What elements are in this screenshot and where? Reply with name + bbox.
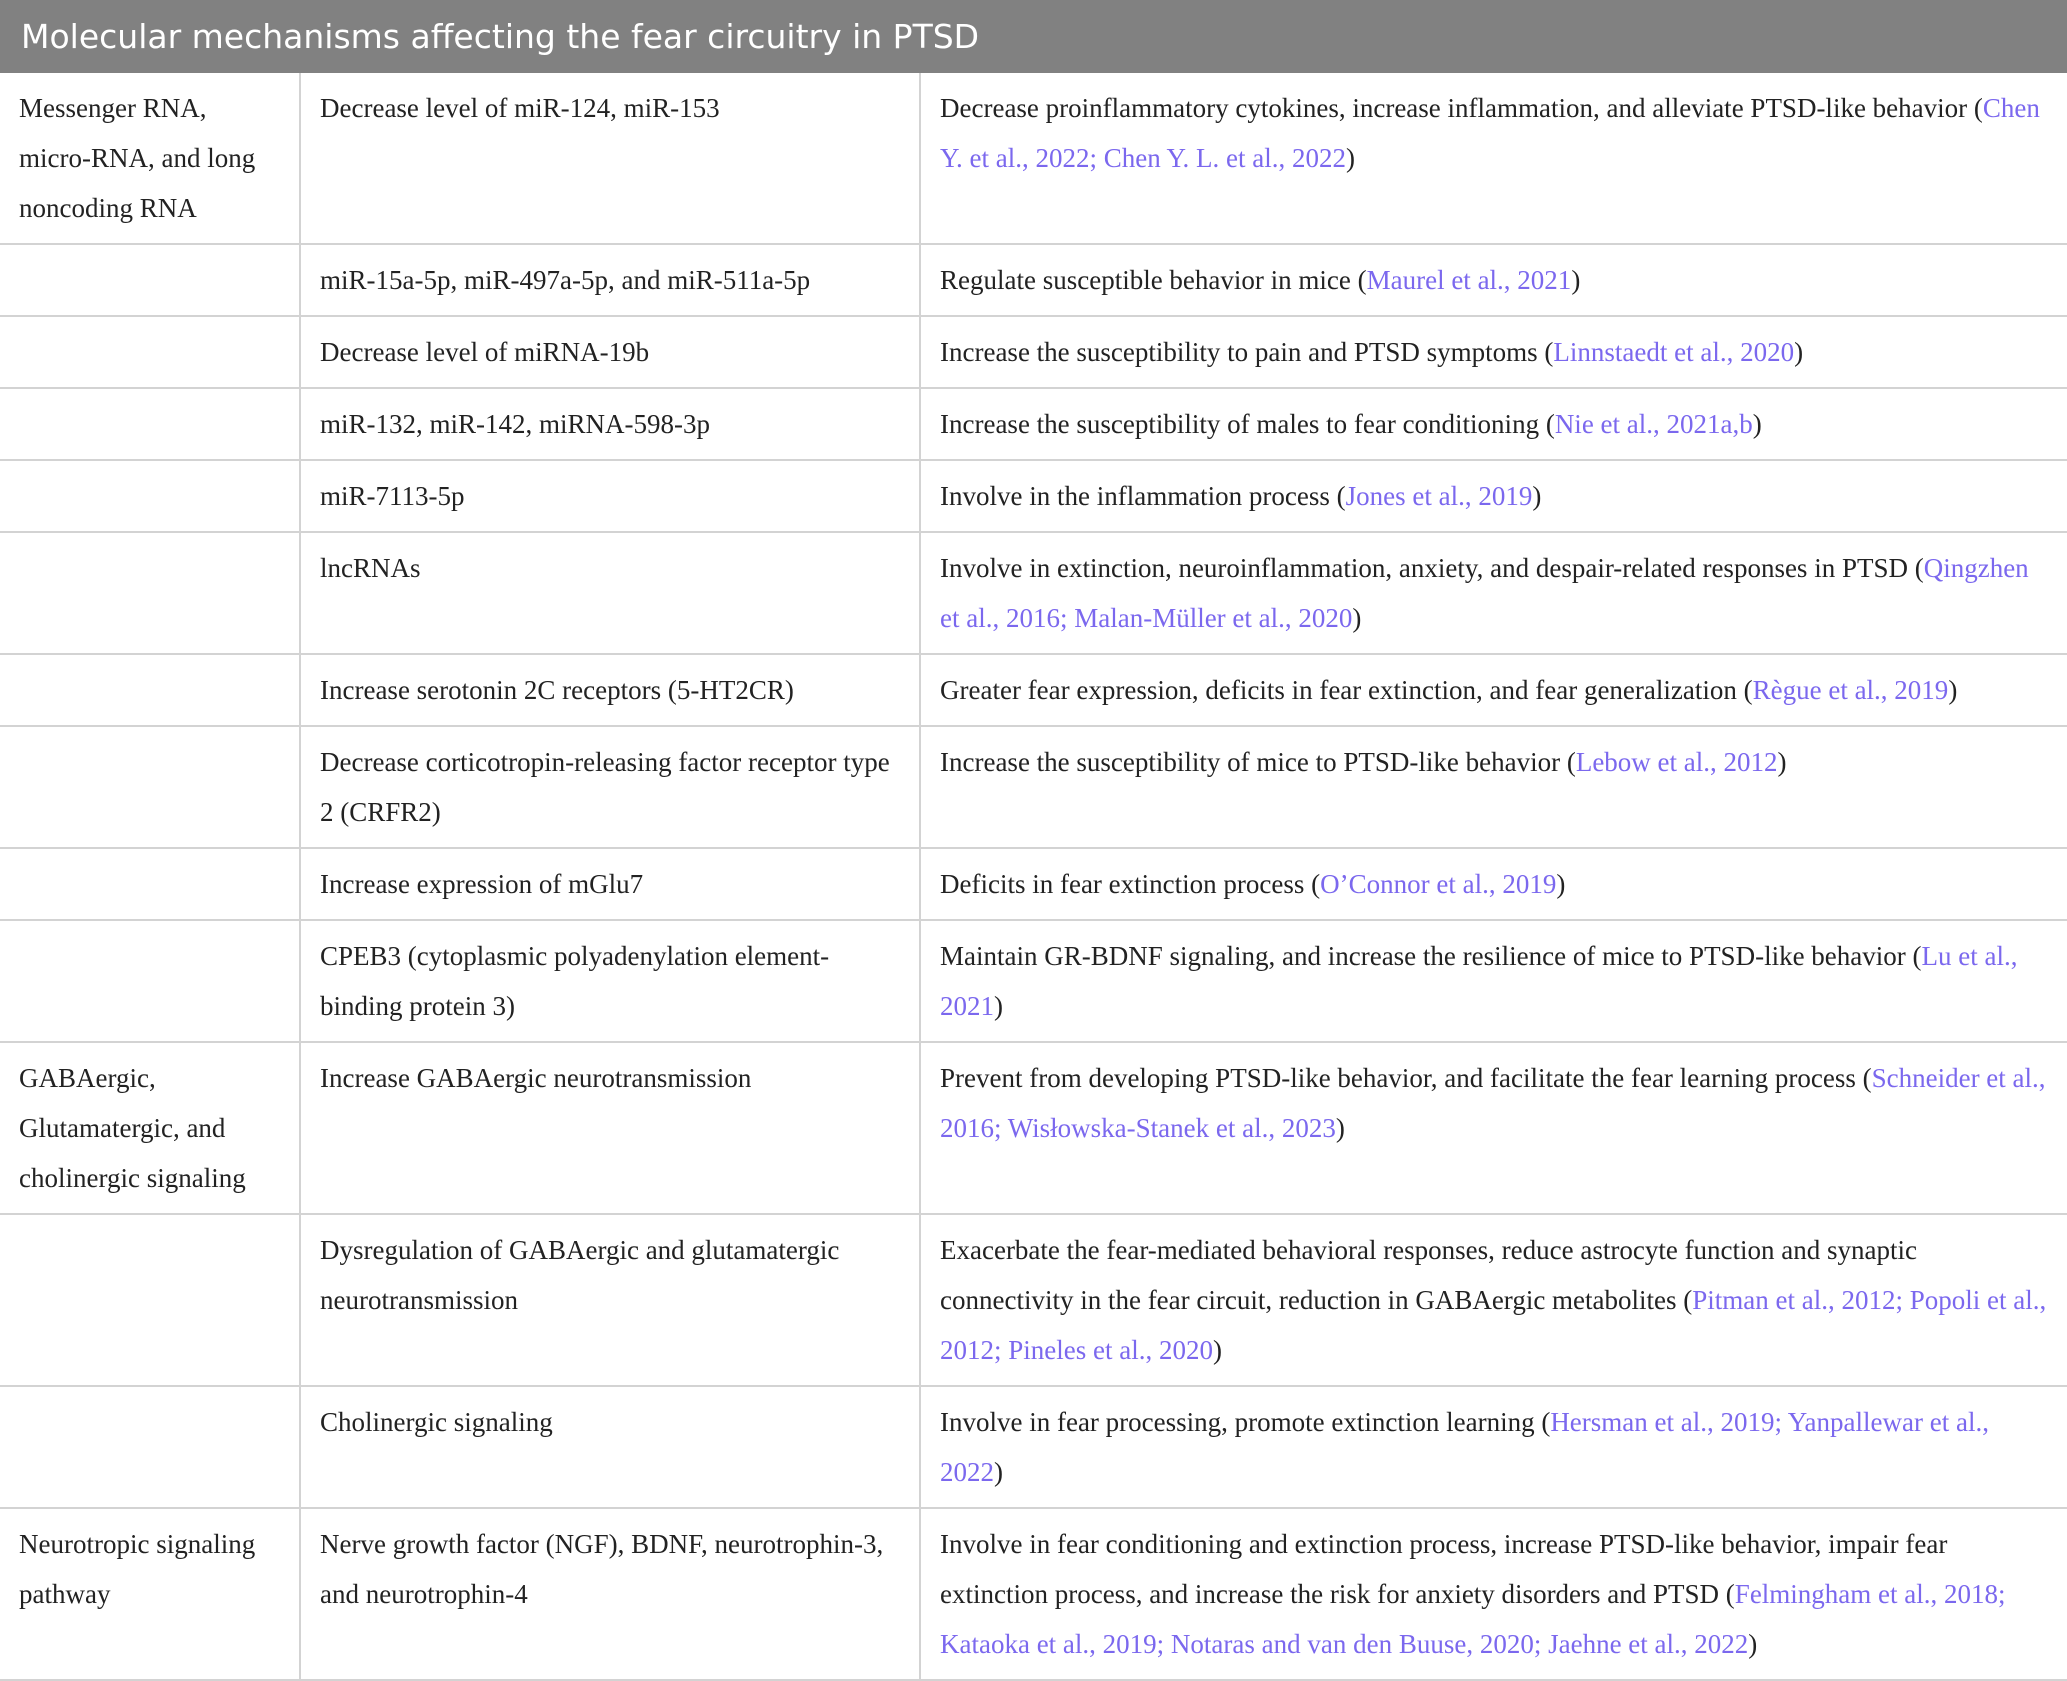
table-row xyxy=(0,1508,2067,1680)
citation-link[interactable]: Lebow et al., 2012 xyxy=(1575,747,1778,777)
table-title: Molecular mechanisms affecting the fear circuitry in PTSD xyxy=(0,0,2067,73)
effect-text: Increase the susceptibility of mice to PTSD-like behavior ( xyxy=(940,747,1576,777)
effect-text: Decrease proinflammatory cytokines, increase inflammation, and alleviate PTSD-like behavior ( xyxy=(940,93,1983,123)
category-cell: Messenger RNA, micro-RNA, and long noncoding RNA xyxy=(0,73,300,244)
effect-close: ) xyxy=(1948,675,1958,705)
citation-link[interactable]: Maurel et al., 2021 xyxy=(1366,265,1572,295)
category-cell xyxy=(0,920,300,1042)
effect-close: ) xyxy=(1335,1113,1345,1143)
effect-cell xyxy=(920,920,2067,1042)
citation-link[interactable]: Règue et al., 2019 xyxy=(1752,675,1949,705)
effect-close: ) xyxy=(994,1457,1003,1487)
mechanism-cell: CPEB3 (cytoplasmic polyadenylation element-binding protein 3) xyxy=(300,920,920,1042)
effect-text: Involve in the inflammation process ( xyxy=(940,481,1346,511)
table-row xyxy=(0,920,2067,1042)
effect-close: ) xyxy=(994,991,1003,1021)
effect-text: Greater fear expression, deficits in fear extinction, and fear generalization ( xyxy=(940,675,1753,705)
category-cell xyxy=(0,460,300,532)
effect-close: ) xyxy=(1556,869,1566,899)
category-cell: GABAergic, Glutamatergic, and cholinergic signaling xyxy=(0,1042,300,1214)
table-row xyxy=(0,244,2067,316)
citation-link[interactable]: Lu et al., 2021 xyxy=(940,941,2018,1021)
effect-close: ) xyxy=(1345,143,1355,173)
effect-text: Deficits in fear extinction process ( xyxy=(940,869,1321,899)
effect-close: ) xyxy=(1571,265,1581,295)
effect-close: ) xyxy=(1532,481,1542,511)
citation-link[interactable]: Nie et al., 2021a,b xyxy=(1554,409,1753,439)
table-row xyxy=(0,1214,2067,1386)
citation-link[interactable]: Qingzhen et al., 2016; Malan-Müller et al., 2020 xyxy=(940,553,2029,633)
effect-text: Regulate susceptible behavior in mice ( xyxy=(940,265,1367,295)
effect-cell xyxy=(920,1042,2067,1214)
effect-text: Maintain GR-BDNF signaling, and increase the resilience of mice to PTSD-like behavior ( xyxy=(940,941,1922,971)
category-cell xyxy=(0,848,300,920)
effect-cell xyxy=(920,1386,2067,1508)
effect-cell xyxy=(920,532,2067,654)
category-cell xyxy=(0,244,300,316)
citation-link[interactable]: Pitman et al., 2012; Popoli et al., 2012; Pineles et al., 2020 xyxy=(940,1285,2047,1365)
table-row xyxy=(0,460,2067,532)
table-row xyxy=(0,388,2067,460)
citation-link[interactable]: Felmingham et al., 2018; Kataoka et al., 2019; Notaras and van den Buuse, 2020; Jaehne et al., 2022 xyxy=(940,1579,2006,1659)
effect-close: ) xyxy=(1752,409,1762,439)
citation-link[interactable]: Linnstaedt et al., 2020 xyxy=(1553,337,1795,367)
effect-close: ) xyxy=(1794,337,1804,367)
effect-cell xyxy=(920,848,2067,920)
table-row xyxy=(0,73,2067,244)
mechanism-cell: lncRNAs xyxy=(300,532,920,654)
effect-text: Increase the susceptibility of males to fear conditioning ( xyxy=(940,409,1555,439)
effect-text: Increase the susceptibility to pain and PTSD symptoms ( xyxy=(940,337,1554,367)
effect-cell xyxy=(920,73,2067,244)
category-cell xyxy=(0,1214,300,1386)
citation-link[interactable]: O’Connor et al., 2019 xyxy=(1320,869,1557,899)
category-cell: Neurotropic signaling pathway xyxy=(0,1508,300,1680)
mechanism-cell: miR-7113-5p xyxy=(300,460,920,532)
mechanism-cell: Dysregulation of GABAergic and glutamatergic neurotransmission xyxy=(300,1214,920,1386)
table-row xyxy=(0,1042,2067,1214)
mechanisms-table xyxy=(0,73,2067,1681)
effect-text: Involve in extinction, neuroinflammation, anxiety, and despair-related responses in PTSD ( xyxy=(940,553,1924,583)
table-row xyxy=(0,848,2067,920)
category-cell xyxy=(0,388,300,460)
mechanism-cell: Increase GABAergic neurotransmission xyxy=(300,1042,920,1214)
effect-cell xyxy=(920,654,2067,726)
category-cell xyxy=(0,316,300,388)
mechanism-cell: Nerve growth factor (NGF), BDNF, neurotrophin-3, and neurotrophin-4 xyxy=(300,1508,920,1680)
table-row xyxy=(0,726,2067,848)
citation-link[interactable]: Chen Y. et al., 2022; Chen Y. L. et al., 2022 xyxy=(940,93,2040,173)
effect-close: ) xyxy=(1352,603,1362,633)
effect-close: ) xyxy=(1748,1629,1758,1659)
mechanism-cell: miR-15a-5p, miR-497a-5p, and miR-511a-5p xyxy=(300,244,920,316)
category-cell xyxy=(0,1386,300,1508)
citation-link[interactable]: Hersman et al., 2019; Yanpallewar et al., 2022 xyxy=(940,1407,1989,1487)
table-row xyxy=(0,1386,2067,1508)
effect-cell xyxy=(920,460,2067,532)
category-cell xyxy=(0,532,300,654)
effect-cell xyxy=(920,1508,2067,1680)
effect-text: Involve in fear conditioning and extinction process, increase PTSD-like behavior, impair fear extinction process, and increase the risk for anxiety disorders and PTSD ( xyxy=(940,1529,1948,1609)
citation-link[interactable]: Jones et al., 2019 xyxy=(1345,481,1533,511)
table-row xyxy=(0,316,2067,388)
table-row xyxy=(0,532,2067,654)
effect-cell xyxy=(920,316,2067,388)
effect-cell xyxy=(920,726,2067,848)
effect-text: Involve in fear processing, promote extinction learning ( xyxy=(940,1407,1551,1437)
category-cell xyxy=(0,654,300,726)
mechanism-cell: Decrease level of miRNA-19b xyxy=(300,316,920,388)
effect-cell xyxy=(920,388,2067,460)
mechanism-cell: Increase expression of mGlu7 xyxy=(300,848,920,920)
mechanism-cell: Decrease corticotropin-releasing factor receptor type 2 (CRFR2) xyxy=(300,726,920,848)
mechanism-cell: miR-132, miR-142, miRNA-598-3p xyxy=(300,388,920,460)
table-row xyxy=(0,654,2067,726)
category-cell xyxy=(0,726,300,848)
effect-close: ) xyxy=(1212,1335,1222,1365)
effect-text: Exacerbate the fear-mediated behavioral responses, reduce astrocyte function and synaptic connectivity in the fear circuit, reduction in GABAergic metabolites ( xyxy=(940,1235,1918,1315)
mechanism-cell: Increase serotonin 2C receptors (5-HT2CR) xyxy=(300,654,920,726)
citation-link[interactable]: Schneider et al., 2016; Wisłowska-Stanek et al., 2023 xyxy=(940,1063,2046,1143)
effect-cell xyxy=(920,1214,2067,1386)
mechanism-cell: Cholinergic signaling xyxy=(300,1386,920,1508)
effect-cell xyxy=(920,244,2067,316)
mechanism-cell: Decrease level of miR-124, miR-153 xyxy=(300,73,920,244)
effect-close: ) xyxy=(1777,747,1787,777)
effect-text: Prevent from developing PTSD-like behavior, and facilitate the fear learning process ( xyxy=(940,1063,1872,1093)
